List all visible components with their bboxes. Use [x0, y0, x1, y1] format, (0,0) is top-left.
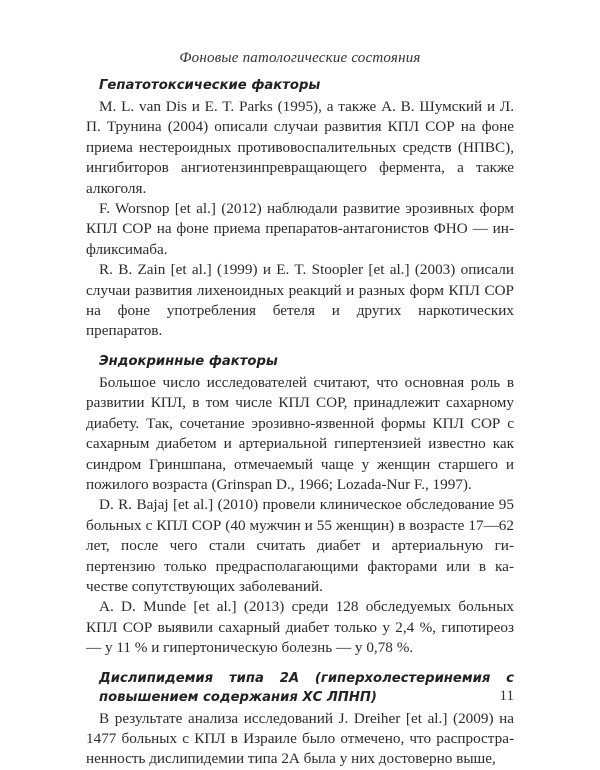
section-title-endocrine: Эндокринные факторы	[99, 353, 278, 369]
paragraph: Большое число исследователей считают, что основная роль в развитии КПЛ, в том числе КПЛ СОР, принадлежит сахарному диабету. Так, сочетание эрозивно-язвенной формы КПЛ СОР с сахарным диабетом и артериальной гипертензией известно как синдром Гриншпана, отмечаемый чаще у женщин старшего и пожилого возраста (Grinspan D., 1966; Lozada-Nur F., 1997).	[86, 373, 514, 493]
paragraph: F. Worsnop [et al.] (2012) наблюдали развитие эрозивных форм КПЛ СОР на фоне приема препаратов-антагонистов ФНО — инфликсимаба.	[86, 200, 514, 258]
running-header: Фоновые патологические состояния	[179, 50, 421, 66]
paragraph: В результате анализа исследований J. Dreiher [et al.] (2009) на 1477 больных с КПЛ в Израиле было отмечено, что распространенность дислипидемии типа 2А была у них достоверно выше,	[86, 709, 514, 768]
paragraph: D. R. Bajaj [et al.] (2010) провели клиническое обследование 95 больных с КПЛ СОР (40 мужчин и 55 женщин) в возрасте 17—62 лет, после чего стали считать диабет и артериальную гипертензию только предрасполагающими факторами или в качестве сопутствующих заболеваний.	[86, 496, 514, 595]
paragraph: R. B. Zain [et al.] (1999) и E. T. Stoopler [et al.] (2003) описали случаи развития лихеноидных реакций и разных форм КПЛ СОР на фоне употребления бетеля и других наркотических препаратов.	[86, 261, 514, 340]
page-number: 11	[499, 688, 514, 704]
section-title-dyslipidemia: Дислипидемия типа 2А (гиперхолестеринемия с повышением содержания ХС ЛПНП)	[99, 670, 514, 705]
paragraph: M. L. van Dis и E. T. Parks (1995), а также А. В. Шумский и Л. П. Трунина (2004) описали случаи развития КПЛ СОР на фоне приема нестероидных противовоспалительных средств (НПВС), ингибиторов ангиотензинпревращающего фермента, а также алкоголя.	[86, 98, 514, 197]
page-body	[86, 76, 514, 770]
section-title-hepatotoxic: Гепатотоксические факторы	[99, 78, 321, 93]
paragraph: A. D. Munde [et al.] (2013) среди 128 обследуемых больных КПЛ СОР выявили сахарный диабет только у 2,4 %, гипотиреоз — у 11 % и гипертоническую болезнь — у 0,78 %.	[86, 598, 514, 657]
